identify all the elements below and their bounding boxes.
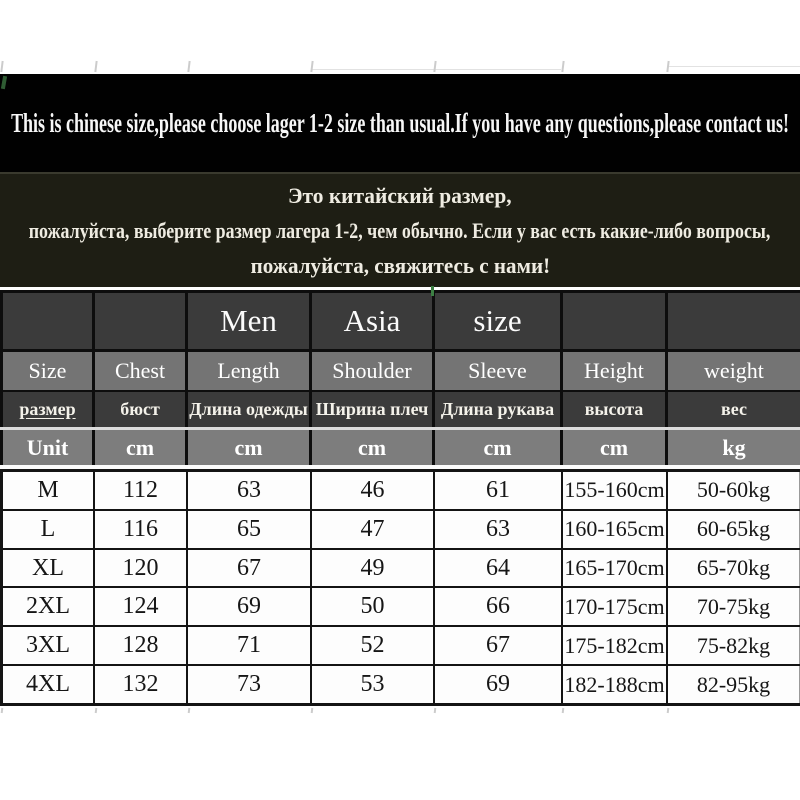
column-header-ru-cell: высота bbox=[563, 392, 668, 427]
ghost-tick bbox=[0, 61, 3, 72]
column-header-cell: Length bbox=[188, 352, 312, 390]
data-cell: 69 bbox=[188, 588, 312, 625]
data-cell: 71 bbox=[188, 627, 312, 664]
ghost-tick bbox=[310, 61, 313, 72]
artifact-green-tick bbox=[431, 286, 434, 296]
ghost-tick bbox=[667, 708, 670, 713]
data-cell: 155-160cm bbox=[563, 472, 668, 509]
data-cell: 112 bbox=[95, 472, 188, 509]
data-cell: 49 bbox=[312, 550, 435, 587]
data-cell: 128 bbox=[95, 627, 188, 664]
unit-cell: cm bbox=[188, 430, 312, 465]
unit-cell: cm bbox=[95, 430, 188, 465]
english-notice-text: This is chinese size,please choose lager 1-2 size than usual.If you have any questions,please contact us! bbox=[11, 107, 789, 138]
size-table-body bbox=[0, 469, 800, 706]
table-row bbox=[0, 664, 800, 703]
column-header-cell: Size bbox=[0, 352, 95, 390]
column-header-cell: Chest bbox=[95, 352, 188, 390]
data-cell: 75-82kg bbox=[668, 627, 800, 664]
artifact-green-mark bbox=[1, 76, 7, 89]
data-cell: 82-95kg bbox=[668, 666, 800, 703]
column-header-cell: Height bbox=[563, 352, 668, 390]
column-header-cell: Sleeve bbox=[435, 352, 563, 390]
column-header-cell: weight bbox=[668, 352, 800, 390]
table-row bbox=[0, 509, 800, 548]
group-header-cell bbox=[668, 293, 800, 349]
data-cell: 50-60kg bbox=[668, 472, 800, 509]
unit-cell: cm bbox=[312, 430, 435, 465]
unit-cell: Unit bbox=[0, 430, 95, 465]
group-header-cell: size bbox=[435, 293, 563, 349]
unit-cell: cm bbox=[563, 430, 668, 465]
data-cell: 66 bbox=[435, 588, 563, 625]
data-cell: 175-182cm bbox=[563, 627, 668, 664]
group-header-cell: Men bbox=[188, 293, 312, 349]
data-cell: 46 bbox=[312, 472, 435, 509]
table-header-row-ru bbox=[0, 392, 800, 430]
russian-notice-line1: Это китайский размер, bbox=[288, 182, 512, 208]
column-header-ru-cell: размер bbox=[0, 392, 95, 427]
column-header-ru-cell: Длина рукава bbox=[435, 392, 563, 427]
data-cell: 124 bbox=[95, 588, 188, 625]
data-cell: 60-65kg bbox=[668, 511, 800, 548]
data-cell: 116 bbox=[95, 511, 188, 548]
data-cell: 69 bbox=[435, 666, 563, 703]
ghost-tick bbox=[562, 708, 565, 713]
table-group-header-row bbox=[0, 290, 800, 352]
data-cell: 53 bbox=[312, 666, 435, 703]
data-cell: 73 bbox=[188, 666, 312, 703]
data-cell: 64 bbox=[435, 550, 563, 587]
column-header-ru-cell: Длина одежды bbox=[188, 392, 312, 427]
data-cell: 65 bbox=[188, 511, 312, 548]
data-cell: 132 bbox=[95, 666, 188, 703]
table-header-row-en bbox=[0, 352, 800, 392]
table-unit-row bbox=[0, 430, 800, 469]
ghost-marks-bottom bbox=[0, 707, 800, 715]
data-cell: M bbox=[0, 472, 95, 509]
russian-notice-line2: пожалуйста, выберите размер лагера 1-2, чем обычно. Если у вас есть какие-либо вопросы, bbox=[29, 217, 771, 243]
column-header-ru-cell: Ширина плеч bbox=[312, 392, 435, 427]
ghost-tick bbox=[311, 708, 314, 713]
data-cell: 63 bbox=[188, 472, 312, 509]
data-cell: 52 bbox=[312, 627, 435, 664]
unit-cell: cm bbox=[435, 430, 563, 465]
table-row bbox=[0, 548, 800, 587]
data-cell: 182-188cm bbox=[563, 666, 668, 703]
data-cell: 47 bbox=[312, 511, 435, 548]
group-header-cell bbox=[563, 293, 668, 349]
data-cell: 63 bbox=[435, 511, 563, 548]
data-cell: 70-75kg bbox=[668, 588, 800, 625]
table-row bbox=[0, 625, 800, 664]
group-header-cell: Asia bbox=[312, 293, 435, 349]
ghost-tick bbox=[94, 61, 97, 72]
data-cell: 3XL bbox=[0, 627, 95, 664]
group-header-cell bbox=[0, 293, 95, 349]
data-cell: L bbox=[0, 511, 95, 548]
data-cell: 65-70kg bbox=[668, 550, 800, 587]
data-cell: 165-170cm bbox=[563, 550, 668, 587]
unit-cell: kg bbox=[668, 430, 800, 465]
ghost-tick bbox=[187, 61, 190, 72]
data-cell: 4XL bbox=[0, 666, 95, 703]
group-header-cell bbox=[95, 293, 188, 349]
russian-notice-line3: пожалуйста, свяжитесь с нами! bbox=[250, 252, 550, 278]
column-header-ru-cell: бюст bbox=[95, 392, 188, 427]
data-cell: 50 bbox=[312, 588, 435, 625]
ghost-tick bbox=[561, 61, 564, 72]
data-cell: 2XL bbox=[0, 588, 95, 625]
ghost-tick bbox=[95, 708, 98, 713]
ghost-tick bbox=[434, 708, 437, 713]
ghost-tick bbox=[433, 61, 436, 72]
column-header-ru-cell: вес bbox=[668, 392, 800, 427]
data-cell: XL bbox=[0, 550, 95, 587]
ghost-line bbox=[668, 66, 800, 67]
size-table bbox=[0, 290, 800, 706]
data-cell: 67 bbox=[435, 627, 563, 664]
data-cell: 61 bbox=[435, 472, 563, 509]
russian-notice-banner bbox=[0, 172, 800, 287]
ghost-tick bbox=[188, 708, 191, 713]
ghost-line bbox=[311, 69, 561, 70]
table-row bbox=[0, 586, 800, 625]
ghost-marks-top bbox=[0, 60, 800, 74]
english-notice-banner bbox=[0, 74, 800, 172]
data-cell: 67 bbox=[188, 550, 312, 587]
data-cell: 160-165cm bbox=[563, 511, 668, 548]
table-row bbox=[0, 472, 800, 509]
data-cell: 170-175cm bbox=[563, 588, 668, 625]
ghost-tick bbox=[1, 708, 4, 713]
data-cell: 120 bbox=[95, 550, 188, 587]
column-header-cell: Shoulder bbox=[312, 352, 435, 390]
